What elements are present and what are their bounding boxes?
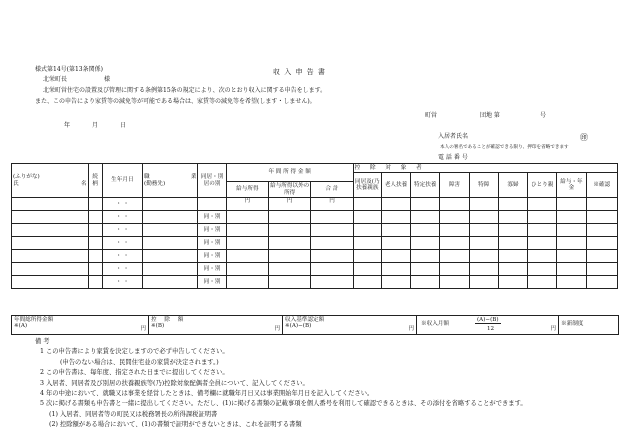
salary-cell[interactable] bbox=[226, 224, 268, 237]
summary-table bbox=[11, 315, 619, 335]
table-row bbox=[12, 276, 618, 289]
total-cell[interactable] bbox=[311, 224, 353, 237]
salary-cell[interactable] bbox=[226, 250, 268, 263]
deduction-cell[interactable] bbox=[469, 263, 498, 276]
other-income-cell[interactable] bbox=[269, 263, 311, 276]
birth-cell[interactable]: ・ ・ bbox=[102, 224, 142, 237]
other-income-cell[interactable] bbox=[269, 276, 311, 289]
deduction-yen: 円 bbox=[274, 325, 280, 332]
addressee-honorific: 様 bbox=[104, 76, 111, 83]
name-cell[interactable] bbox=[12, 250, 89, 263]
deduction-cell[interactable] bbox=[381, 224, 410, 237]
deduction-cell[interactable] bbox=[469, 237, 498, 250]
table-row bbox=[12, 263, 618, 276]
name-cell[interactable] bbox=[12, 224, 89, 237]
deduction-cell[interactable] bbox=[440, 276, 469, 289]
note-4: 4 年の中途において、就職又は事業を経営したときは、備考欄に就職年月日又は事業開始年月日を記入してください。 bbox=[40, 390, 374, 398]
monthly-formula-top: (A)−(B) bbox=[477, 317, 499, 323]
occupation-cell[interactable] bbox=[143, 211, 198, 224]
phone-label: 電 話 番 号 bbox=[438, 154, 468, 161]
deduction-cell[interactable] bbox=[411, 198, 440, 211]
birth-cell[interactable]: ・ ・ bbox=[102, 250, 142, 263]
same-other-cell[interactable] bbox=[198, 198, 226, 211]
birth-cell[interactable]: ・ ・ bbox=[102, 237, 142, 250]
occupation-cell[interactable] bbox=[143, 276, 198, 289]
deduction-cell[interactable] bbox=[440, 250, 469, 263]
other-income-cell[interactable] bbox=[269, 250, 311, 263]
deduction-cell[interactable] bbox=[381, 211, 410, 224]
total-cell[interactable] bbox=[311, 250, 353, 263]
table-row bbox=[12, 237, 618, 250]
relation-cell[interactable] bbox=[88, 263, 102, 276]
deduction-col-1: 老人扶養 bbox=[381, 173, 410, 198]
same-other-cell[interactable]: 同・別 bbox=[198, 211, 226, 224]
deduction-cell[interactable] bbox=[440, 211, 469, 224]
monthly-yen: 円 bbox=[550, 325, 556, 332]
applicant-label: 入居者氏名 bbox=[438, 133, 469, 140]
deduction-label: 控 除 額 bbox=[151, 317, 187, 323]
deduction-cell[interactable] bbox=[469, 211, 498, 224]
deduction-cell[interactable] bbox=[469, 250, 498, 263]
seal-note: 本人の署名であることが確認できる限り、押印を省略できます bbox=[440, 145, 569, 150]
name-cell[interactable] bbox=[12, 237, 89, 250]
deduction-cell[interactable] bbox=[498, 237, 527, 250]
same-other-header: 同居・別居の別 bbox=[198, 164, 226, 198]
deduction-cell[interactable] bbox=[381, 250, 410, 263]
deduction-cell[interactable] bbox=[353, 211, 381, 224]
salary-cell[interactable]: 円 bbox=[226, 198, 268, 211]
deduction-cell[interactable] bbox=[440, 198, 469, 211]
same-other-cell[interactable]: 同・別 bbox=[198, 237, 226, 250]
deduction-cell[interactable] bbox=[381, 237, 410, 250]
name-cell[interactable] bbox=[12, 263, 89, 276]
address-danchi-label: 団地 第 bbox=[480, 112, 500, 119]
relation-cell[interactable] bbox=[88, 250, 102, 263]
same-other-cell[interactable]: 同・別 bbox=[198, 263, 226, 276]
total-header: 合 計 bbox=[311, 182, 353, 198]
intro-line-2: また、この申告により家賃等の減免等が可能である場合は、家賃等の減免等を希望(します・しません)。 bbox=[35, 98, 316, 105]
deduction-cell[interactable] bbox=[440, 263, 469, 276]
base-label: 収入基準認定額 bbox=[285, 317, 325, 323]
relation-cell[interactable] bbox=[88, 224, 102, 237]
other-income-cell[interactable] bbox=[269, 211, 311, 224]
note-1: 1 この申告書により家賃を決定しますので必ず申告してください。 bbox=[40, 348, 229, 356]
deduction-col-5: 寡婦 bbox=[498, 173, 527, 198]
deduction-cell[interactable] bbox=[557, 263, 586, 276]
deduction-col-3: 障害 bbox=[440, 173, 469, 198]
other-income-cell[interactable]: 円 bbox=[269, 198, 311, 211]
date-day: 日 bbox=[120, 122, 127, 129]
table-row bbox=[12, 198, 618, 211]
deduction-cell[interactable] bbox=[528, 224, 557, 237]
table-row bbox=[12, 211, 618, 224]
deduction-cell[interactable] bbox=[498, 250, 527, 263]
deduction-cell[interactable] bbox=[528, 276, 557, 289]
occupation-cell[interactable] bbox=[143, 250, 198, 263]
occupation-cell[interactable] bbox=[143, 263, 198, 276]
base-yen: 円 bbox=[408, 325, 414, 332]
birth-cell[interactable]: ・ ・ bbox=[102, 276, 142, 289]
note-2: 2 この申告書は、毎年度、指定された日までに提出してください。 bbox=[40, 369, 229, 377]
deduction-cell[interactable] bbox=[528, 263, 557, 276]
other-income-cell[interactable] bbox=[269, 237, 311, 250]
same-other-cell[interactable]: 同・別 bbox=[198, 224, 226, 237]
deduction-cell[interactable] bbox=[353, 224, 381, 237]
birth-cell[interactable]: ・ ・ bbox=[102, 198, 142, 211]
deduction-cell[interactable] bbox=[586, 263, 617, 276]
deduction-cell[interactable] bbox=[498, 224, 527, 237]
deduction-cell[interactable] bbox=[528, 237, 557, 250]
occupation-header: 職 bbox=[144, 174, 150, 181]
occupation-cell[interactable] bbox=[143, 237, 198, 250]
note-5: 5 次に掲げる書類も申告書と一緒に提出してください。ただし、(1)に掲げる書類の記載事項を個人番号を利用して確認できるときは、その添付を省略することができます。 bbox=[40, 400, 527, 408]
annual-total-sub: ※(A) bbox=[14, 323, 28, 330]
annual-total-label: 年間総所得金額 bbox=[14, 317, 54, 323]
deduction-cell[interactable] bbox=[411, 276, 440, 289]
deduction-cell[interactable] bbox=[557, 211, 586, 224]
salary-cell[interactable] bbox=[226, 276, 268, 289]
birth-header: 生年月日 bbox=[102, 164, 142, 198]
deduction-col-4: 特障 bbox=[469, 173, 498, 198]
deduction-cell[interactable] bbox=[557, 237, 586, 250]
salary-header: 給与所得 bbox=[226, 182, 268, 198]
notes-heading: 備 考 bbox=[35, 338, 50, 345]
note-1-sub: (申告のない場合は、民間住宅並の家賃が決定されます。) bbox=[60, 358, 219, 366]
deduction-cell[interactable] bbox=[353, 276, 381, 289]
salary-cell[interactable] bbox=[226, 237, 268, 250]
deduction-cell[interactable] bbox=[381, 276, 410, 289]
date-year: 年 bbox=[64, 122, 71, 129]
deduction-cell[interactable] bbox=[440, 237, 469, 250]
deduction-cell[interactable] bbox=[381, 198, 410, 211]
addressee-town: 北栄町長 bbox=[43, 76, 68, 83]
other-income-cell[interactable] bbox=[269, 224, 311, 237]
note-5-1: (1) 入居者、同居者等の町民又は税務署長の所得課税証明書 bbox=[49, 410, 218, 418]
form-id: 様式第14号(第13条関係) bbox=[35, 66, 103, 73]
name-header: 氏 bbox=[13, 180, 19, 187]
deduction-cell[interactable] bbox=[586, 276, 617, 289]
name-header-right: 名 bbox=[81, 180, 87, 187]
note-5-2: (2) 控除額がある場合において、(1)の書類で証明ができないときは、これを証明する書類 bbox=[49, 421, 302, 429]
occupation-header-right: 業 bbox=[190, 174, 197, 181]
deduction-cell[interactable] bbox=[411, 237, 440, 250]
intro-line-1: 北栄町営住宅の設置及び管理に関する条例第15条の規定により、次のとおり収入に関する申告をします。 bbox=[43, 87, 327, 94]
table-row bbox=[12, 250, 618, 263]
seal-mark: ㊞ bbox=[580, 133, 588, 142]
annual-total-yen: 円 bbox=[140, 325, 146, 332]
relation-cell[interactable] bbox=[88, 237, 102, 250]
income-table bbox=[11, 163, 618, 289]
deduction-cell[interactable] bbox=[586, 211, 617, 224]
address-unit-label: 号 bbox=[540, 112, 547, 119]
deduction-group-header: 控 除 対 象 者 bbox=[353, 164, 617, 173]
deduction-cell[interactable] bbox=[528, 250, 557, 263]
total-cell[interactable] bbox=[311, 237, 353, 250]
deduction-cell[interactable] bbox=[353, 263, 381, 276]
deduction-cell[interactable] bbox=[498, 198, 527, 211]
deduction-col-8: ※確認 bbox=[586, 173, 617, 198]
new-system-label: ※新制度 bbox=[561, 321, 584, 327]
deduction-cell[interactable] bbox=[411, 263, 440, 276]
same-other-cell[interactable]: 同・別 bbox=[198, 276, 226, 289]
form-title: 収 入 申 告 書 bbox=[273, 68, 326, 76]
birth-cell[interactable]: ・ ・ bbox=[102, 211, 142, 224]
name-cell[interactable] bbox=[12, 211, 89, 224]
total-cell[interactable] bbox=[311, 263, 353, 276]
relation-header: 続柄 bbox=[88, 164, 102, 198]
furigana-header: (ふりがな) bbox=[13, 174, 40, 181]
salary-cell[interactable] bbox=[226, 211, 268, 224]
deduction-cell[interactable] bbox=[469, 224, 498, 237]
deduction-cell[interactable] bbox=[498, 276, 527, 289]
deduction-cell[interactable] bbox=[469, 198, 498, 211]
same-other-cell[interactable]: 同・別 bbox=[198, 250, 226, 263]
income-group-header: 年 間 所 得 金 額 bbox=[226, 164, 353, 182]
deduction-cell[interactable] bbox=[411, 250, 440, 263]
table-row bbox=[12, 224, 618, 237]
monthly-label: ※収入月額 bbox=[421, 321, 449, 327]
deduction-cell[interactable] bbox=[411, 211, 440, 224]
deduction-cell[interactable] bbox=[353, 250, 381, 263]
monthly-formula-bottom: 12 bbox=[487, 326, 495, 332]
deduction-cell[interactable] bbox=[381, 263, 410, 276]
relation-cell[interactable] bbox=[88, 276, 102, 289]
base-sub: ※(A)−(B) bbox=[285, 323, 312, 330]
deduction-sub: ※(B) bbox=[151, 323, 165, 330]
salary-cell[interactable] bbox=[226, 263, 268, 276]
deduction-col-6: ひとり親 bbox=[528, 173, 557, 198]
occupation-cell[interactable] bbox=[143, 198, 198, 211]
deduction-col-0: 同居及(乃扶養親族 bbox=[353, 173, 381, 198]
name-cell[interactable] bbox=[12, 276, 89, 289]
total-cell[interactable]: 円 bbox=[311, 198, 353, 211]
other-income-header: 給与所得以外の所得 bbox=[270, 183, 310, 196]
date-month: 月 bbox=[92, 122, 99, 129]
deduction-cell[interactable] bbox=[586, 198, 617, 211]
deduction-cell[interactable] bbox=[528, 198, 557, 211]
name-cell[interactable] bbox=[12, 198, 89, 211]
deduction-cell[interactable] bbox=[353, 198, 381, 211]
deduction-cell[interactable] bbox=[353, 237, 381, 250]
deduction-cell[interactable] bbox=[557, 250, 586, 263]
deduction-cell[interactable] bbox=[528, 211, 557, 224]
deduction-col-2: 特定扶養 bbox=[411, 173, 440, 198]
deduction-cell[interactable] bbox=[586, 224, 617, 237]
notes-section bbox=[35, 337, 527, 431]
deduction-cell[interactable] bbox=[557, 276, 586, 289]
deduction-col-7: 給与・年金 bbox=[557, 173, 586, 198]
deduction-cell[interactable] bbox=[586, 250, 617, 263]
deduction-cell[interactable] bbox=[586, 237, 617, 250]
deduction-cell[interactable] bbox=[498, 263, 527, 276]
total-cell[interactable] bbox=[311, 211, 353, 224]
birth-cell[interactable]: ・ ・ bbox=[102, 263, 142, 276]
deduction-cell[interactable] bbox=[557, 224, 586, 237]
deduction-cell[interactable] bbox=[498, 211, 527, 224]
occupation-cell[interactable] bbox=[143, 224, 198, 237]
deduction-cell[interactable] bbox=[411, 224, 440, 237]
relation-cell[interactable] bbox=[88, 211, 102, 224]
relation-cell[interactable] bbox=[88, 198, 102, 211]
deduction-cell[interactable] bbox=[440, 224, 469, 237]
deduction-cell[interactable] bbox=[469, 276, 498, 289]
deduction-cell[interactable] bbox=[557, 198, 586, 211]
note-3: 3 入居者、同居者及び別居の扶養親族等(乃)控除対象配偶者全員について、記入してください。 bbox=[40, 379, 309, 387]
total-cell[interactable] bbox=[311, 276, 353, 289]
workplace-header: (勤務先) bbox=[144, 180, 166, 187]
address-town-label: 町営 bbox=[425, 112, 438, 119]
